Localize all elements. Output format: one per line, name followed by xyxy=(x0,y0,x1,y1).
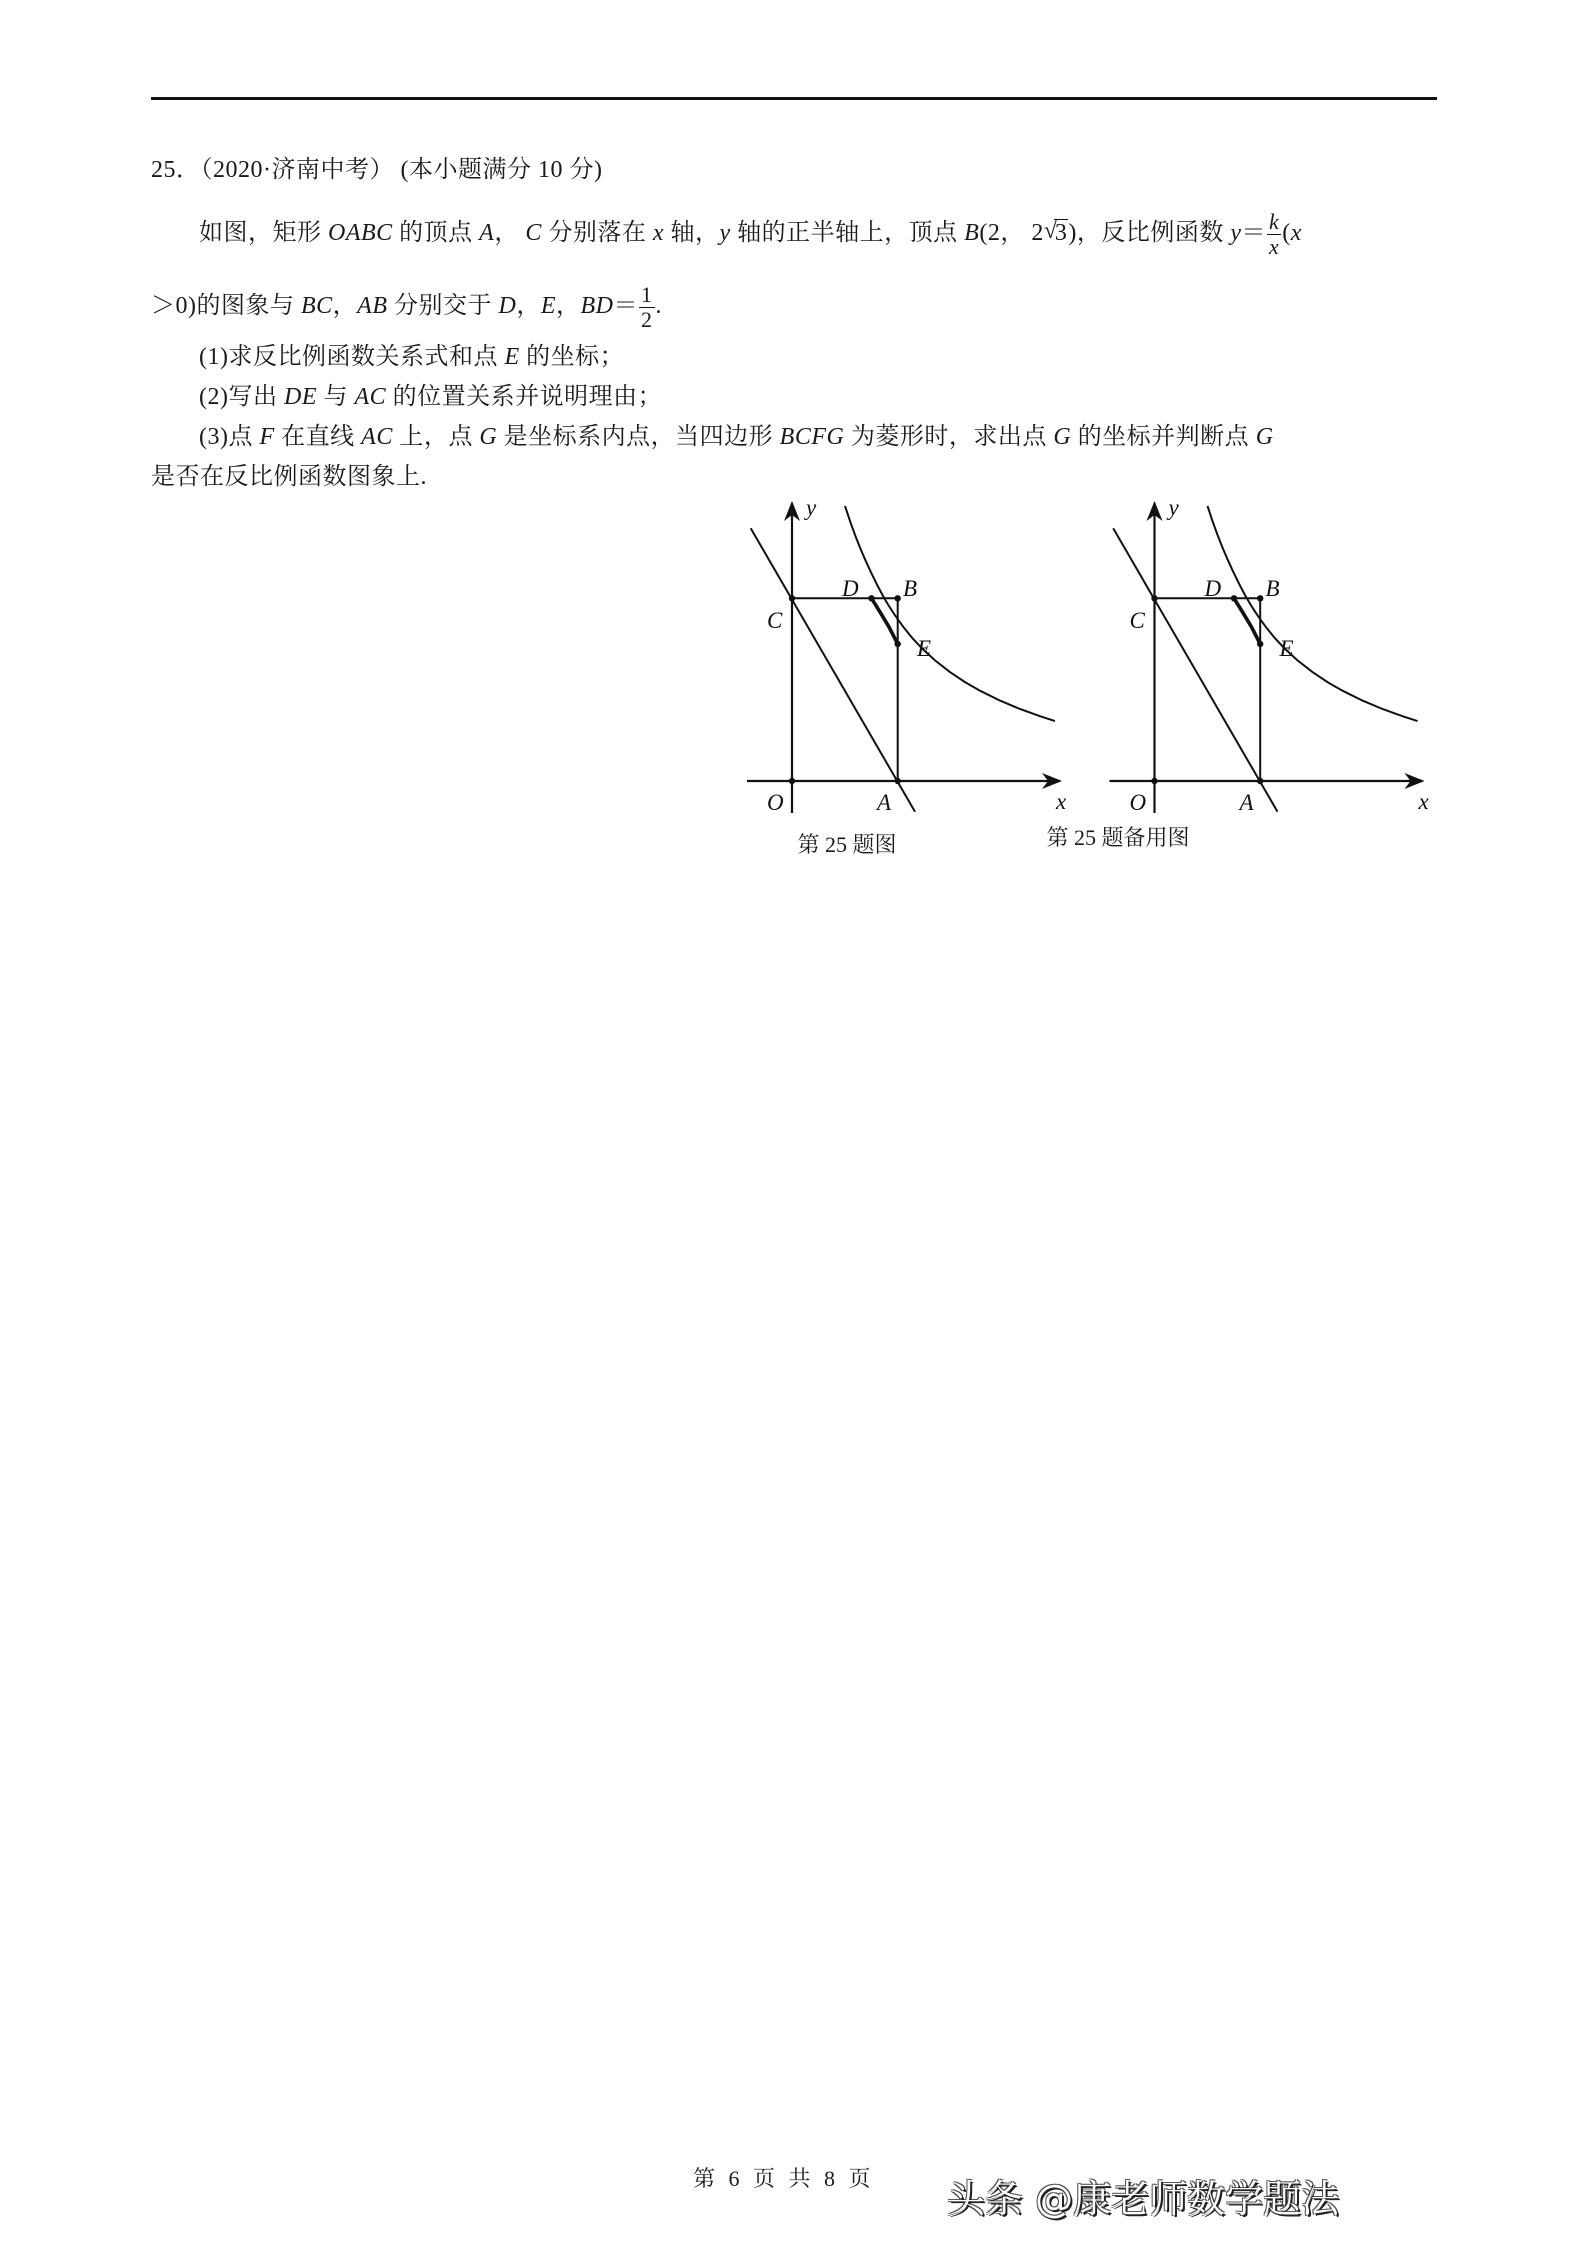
text: ， xyxy=(556,293,581,320)
equals: ＝ xyxy=(613,293,639,320)
label-D: D xyxy=(842,576,859,601)
figure-main xyxy=(747,503,1060,813)
label-O: O xyxy=(1129,790,1147,815)
line-AC xyxy=(751,528,918,811)
text: 分别落在 xyxy=(541,220,653,247)
point-A xyxy=(895,778,901,784)
problem-number: 25． xyxy=(151,157,201,183)
segment-DE xyxy=(1234,598,1260,644)
text: 轴的正半轴上，顶点 xyxy=(730,220,965,247)
math-var: B xyxy=(964,220,980,247)
math-var: DE xyxy=(283,384,317,410)
point-O xyxy=(789,778,795,784)
point-O xyxy=(1151,778,1157,784)
hyperbola-curve xyxy=(845,506,1055,721)
label-C: C xyxy=(1129,608,1145,633)
math-var: x xyxy=(1290,220,1302,247)
text: 是坐标系内点，当四边形 xyxy=(497,424,780,450)
math-var: E xyxy=(540,293,557,320)
text: . xyxy=(655,293,663,320)
math-var: x xyxy=(652,220,665,247)
problem-source: （2020·济南中考） xyxy=(200,157,394,183)
text: 轴， xyxy=(664,220,720,247)
numerator: 1 xyxy=(641,282,653,307)
text: ， xyxy=(516,293,541,320)
point-A xyxy=(1257,778,1263,784)
math-var: OABC xyxy=(328,220,393,247)
math-var: AB xyxy=(357,293,388,320)
math-var: BC xyxy=(301,293,333,320)
point-E xyxy=(1257,641,1263,647)
math-var: AC xyxy=(354,384,387,410)
figure-backup xyxy=(1110,503,1423,813)
denominator: x xyxy=(1269,234,1280,259)
label-E: E xyxy=(917,636,932,661)
math-var: AC xyxy=(361,424,393,450)
math-var: y xyxy=(719,220,731,247)
text: 与 xyxy=(316,384,355,410)
math-var: A xyxy=(479,220,495,247)
page-number: 第 6 页 共 8 页 xyxy=(693,2166,871,2191)
text: ＞0)的图象与 xyxy=(151,293,301,320)
label-E: E xyxy=(1279,636,1294,661)
math-var: y xyxy=(1230,220,1242,247)
text: 的位置关系并说明理由； xyxy=(386,384,663,410)
point-B xyxy=(895,595,901,601)
math-var: G xyxy=(1053,424,1072,450)
text: ， xyxy=(494,220,526,247)
math-var: G xyxy=(479,424,498,450)
text: 分别交于 xyxy=(387,293,499,320)
text: (2， 2 xyxy=(979,220,1044,247)
point-B xyxy=(1257,595,1263,601)
math-var: E xyxy=(504,344,520,370)
point-D xyxy=(868,595,874,601)
question-3-continued: 是否在反比例函数图象上. xyxy=(151,464,427,490)
math-var: C xyxy=(525,220,542,247)
label-B: B xyxy=(903,576,918,601)
math-var: BCFG xyxy=(779,424,845,450)
label-B: B xyxy=(1265,576,1280,601)
numerator: k xyxy=(1269,209,1280,234)
label-C: C xyxy=(767,608,783,633)
point-C xyxy=(789,595,795,601)
sqrt-symbol: √ xyxy=(1043,218,1058,245)
math-var: F xyxy=(259,424,275,450)
figure-caption-main: 第 25 题图 xyxy=(797,832,897,857)
text: 的坐标； xyxy=(519,344,625,370)
label-y: y xyxy=(806,495,817,520)
figure-caption-backup: 第 25 题备用图 xyxy=(1046,825,1190,850)
text: 的顶点 xyxy=(392,220,480,247)
label-A: A xyxy=(877,790,892,815)
watermark: 头条 @康老师数学题法 xyxy=(947,2177,1340,2221)
math-var: BD xyxy=(580,293,614,320)
text: 的坐标并判断点 xyxy=(1071,424,1256,450)
label-O: O xyxy=(767,790,784,815)
math-var: D xyxy=(498,293,517,320)
text: 上，点 xyxy=(392,424,480,450)
text: (1)求反比例函数关系式和点 xyxy=(199,344,505,370)
label-x: x xyxy=(1418,789,1429,814)
text: (2)写出 xyxy=(199,384,284,410)
label-D: D xyxy=(1204,576,1222,601)
text: 如图，矩形 xyxy=(199,220,328,247)
denominator: 2 xyxy=(641,307,653,332)
label-A: A xyxy=(1239,790,1254,815)
segment-DE xyxy=(872,598,898,644)
hyperbola-curve xyxy=(1208,506,1418,721)
label-x: x xyxy=(1056,789,1067,814)
figures-canvas xyxy=(0,0,1587,900)
text: 为菱形时，求出点 xyxy=(844,424,1054,450)
point-D xyxy=(1231,595,1237,601)
text: ， xyxy=(332,293,358,320)
point-E xyxy=(895,641,901,647)
problem-score: (本小题满分 10 分) xyxy=(400,157,603,183)
equals: ＝ xyxy=(1241,220,1266,247)
text: ( xyxy=(1282,220,1291,247)
text: 在直线 xyxy=(274,424,362,450)
text: )，反比例函数 xyxy=(1068,220,1231,247)
radicand: 3 xyxy=(1054,220,1068,247)
line-AC xyxy=(1113,528,1277,811)
math-var: G xyxy=(1255,424,1274,450)
text: (3)点 xyxy=(199,424,260,450)
label-y: y xyxy=(1168,495,1179,520)
point-C xyxy=(1151,595,1157,601)
